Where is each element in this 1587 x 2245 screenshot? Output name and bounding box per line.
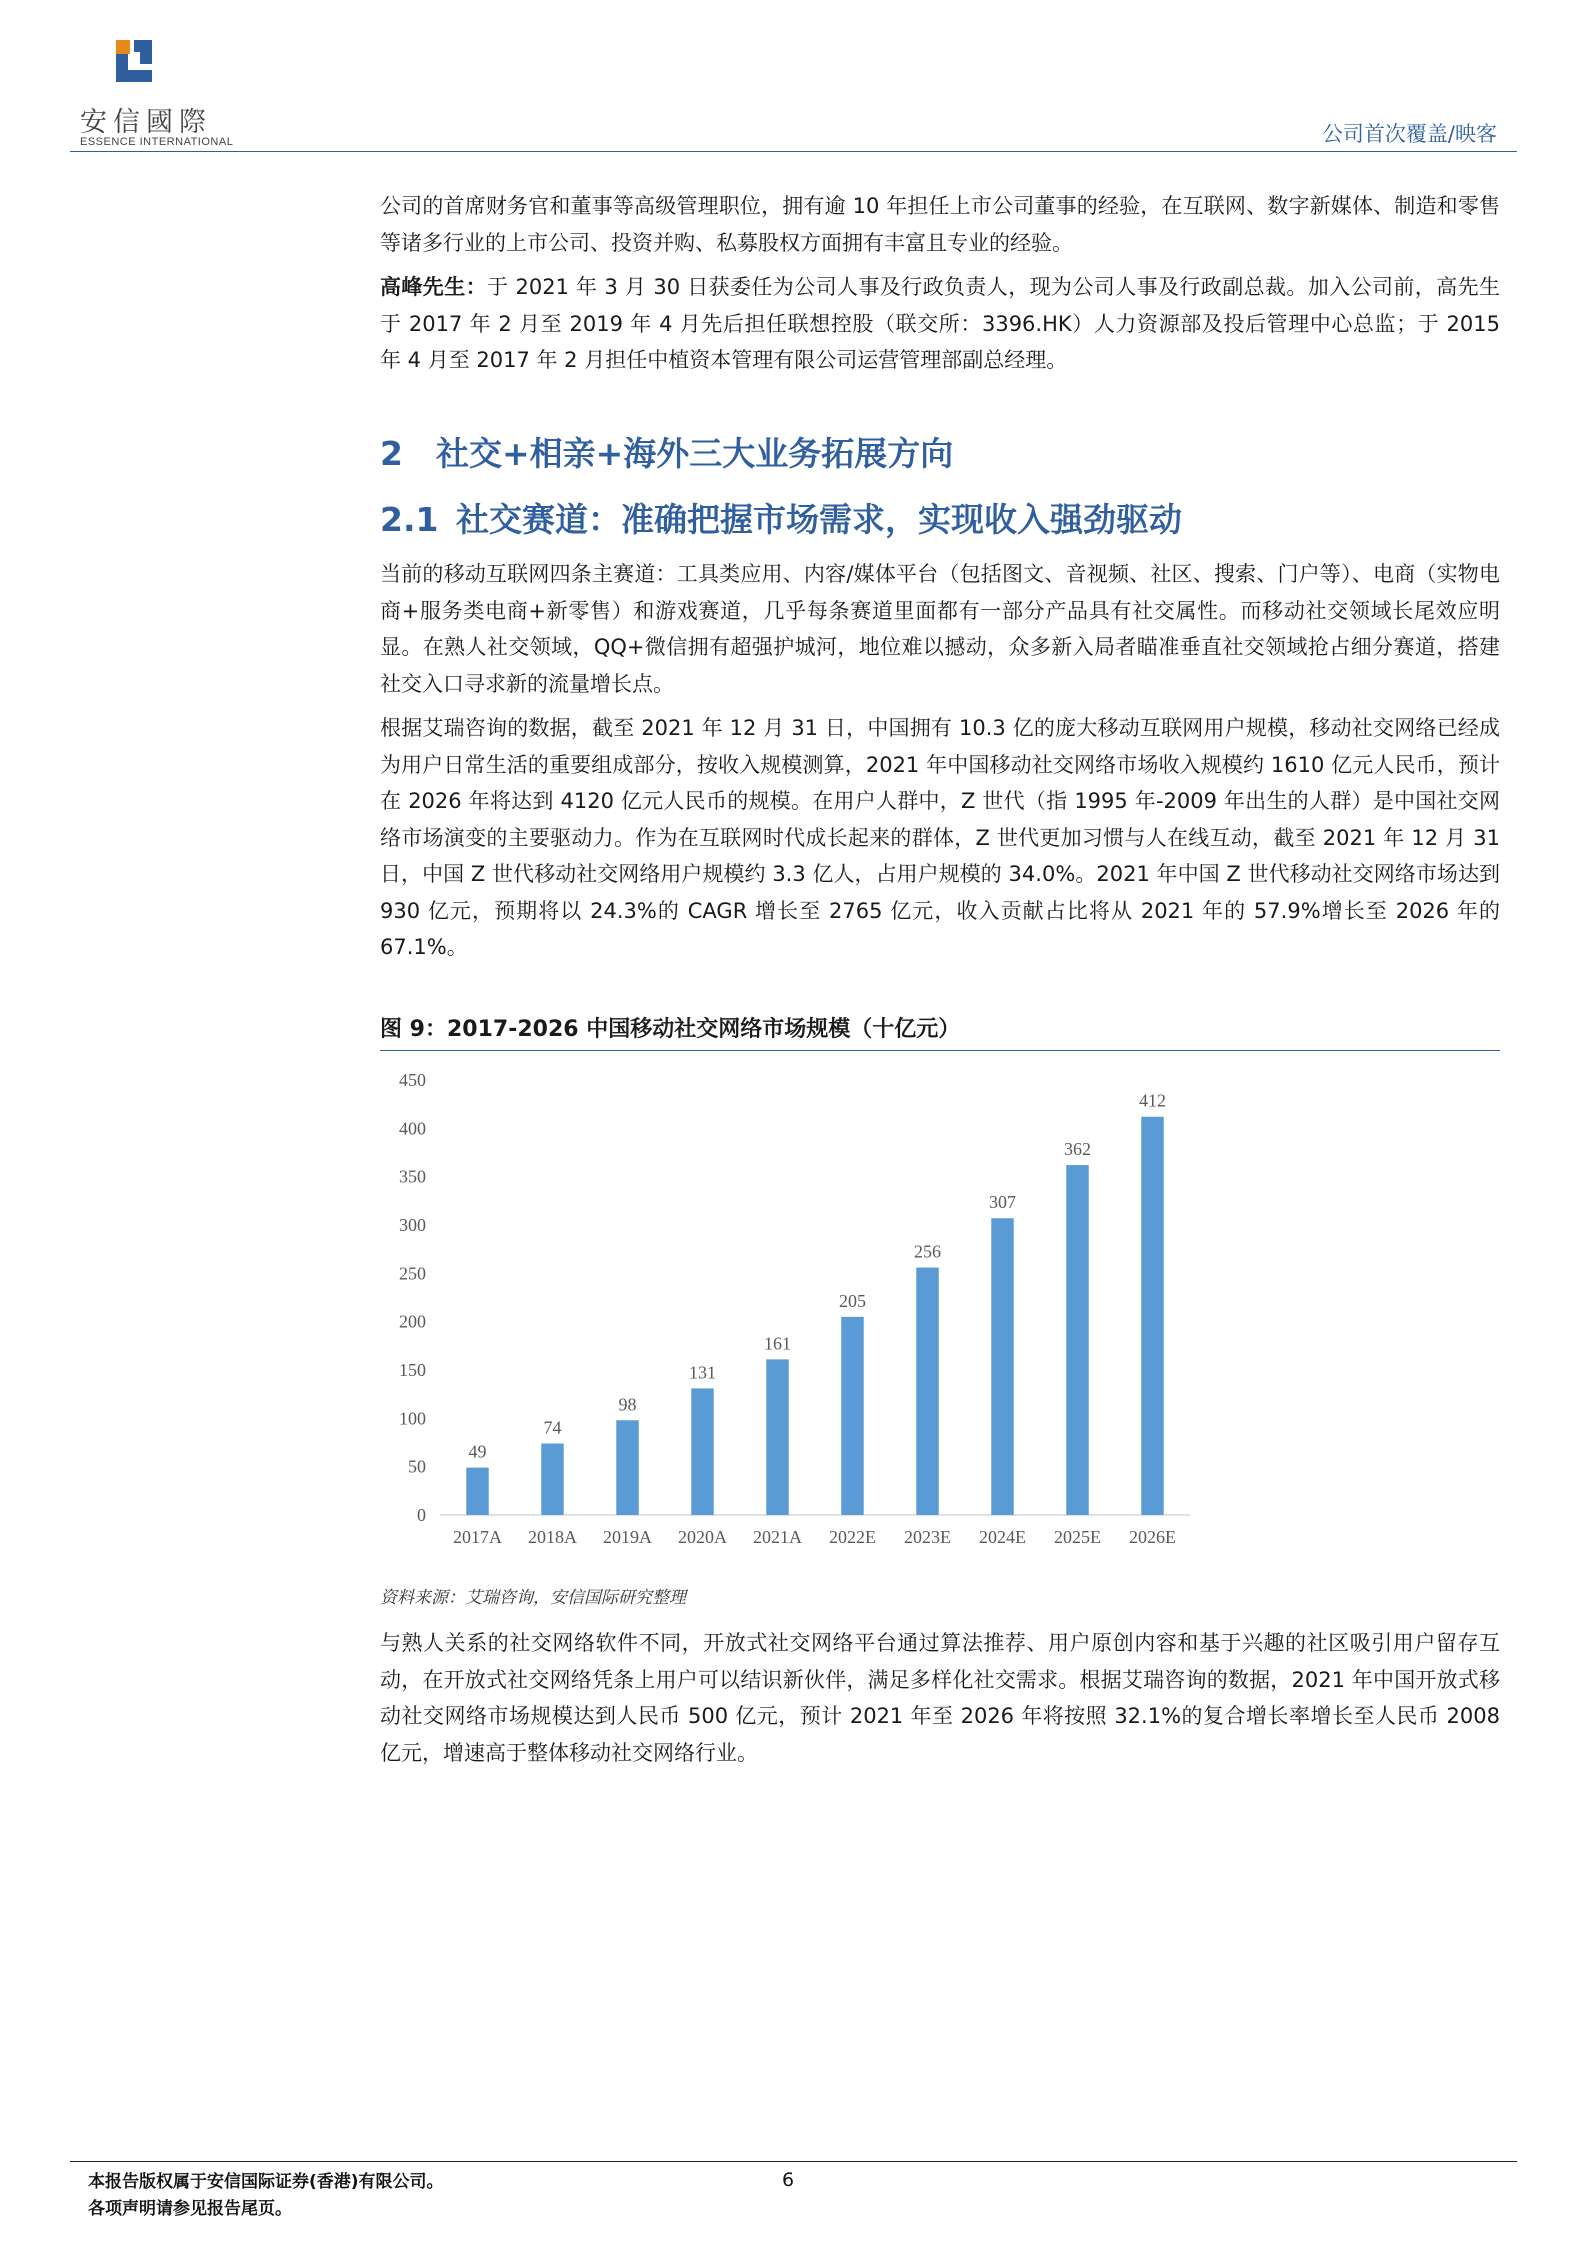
x-tick-label: 2019A (603, 1527, 652, 1547)
x-tick-label: 2025E (1054, 1527, 1101, 1547)
bar-chart (380, 1060, 1200, 1560)
bar (991, 1218, 1014, 1515)
x-tick-label: 2021A (753, 1527, 802, 1547)
bar (1066, 1165, 1089, 1515)
paragraph-4: 根据艾瑞咨询的数据，截至 2021 年 12 月 31 日，中国拥有 10.3 亿的庞大移动互联网用户规模，移动社交网络已经成为用户日常生活的重要组成部分，按收入规模测算，2021 年中国移动社交网络市场收入规模约 1610 亿元人民币，预计在 2026 年将达到 4120 亿元人民币的规模。在用户人群中，Z 世代（指 1995 年-2009 年出生的人群）是中国社交网络市场演变的主要驱动力。作为在互联网时代成长起来的群体，Z 世代更加习惯与人在线互动，截至 2021 年 12 月 31 日，中国 Z 世代移动社交网络用户规模约 3.3 亿人，占用户规模的 34.0%。2021 年中国 Z 世代移动社交网络市场达到 930 亿元，预期将以 24.3%的 CAGR 增长至 2765 亿元，收入贡献占比将从 2021 年的 57.9%增长至 2026 年的 67.1%。 (380, 716, 1500, 959)
x-tick-label: 2026E (1129, 1527, 1176, 1547)
y-tick-label: 100 (399, 1408, 426, 1429)
bar (916, 1268, 939, 1515)
market-block (380, 556, 1500, 966)
y-tick-label: 150 (399, 1360, 426, 1380)
y-tick-label: 250 (399, 1263, 426, 1284)
header-divider (70, 151, 1517, 152)
y-tick-label: 350 (399, 1166, 426, 1187)
y-tick-label: 50 (408, 1456, 426, 1477)
bar (691, 1388, 714, 1515)
figure-title: 图 9：2017-2026 中国移动社交网络市场规模（十亿元） (380, 1017, 961, 1042)
data-label: 74 (543, 1417, 562, 1438)
section-heading (380, 428, 953, 475)
y-tick-label: 300 (399, 1215, 426, 1235)
data-label: 131 (689, 1362, 716, 1383)
open-social-block (380, 1625, 1500, 1771)
data-label: 49 (468, 1441, 487, 1462)
bar (466, 1468, 489, 1515)
footer-notice: 各项声明请参见报告尾页。 (88, 2199, 292, 2219)
y-tick-label: 0 (417, 1505, 426, 1525)
bar (766, 1359, 789, 1515)
x-tick-label: 2018A (528, 1527, 577, 1547)
footer-divider (70, 2161, 1517, 2162)
bar (841, 1317, 864, 1515)
paragraph-2-text: 于 2021 年 3 月 30 日获委任为公司人事及行政负责人，现为公司人事及行政副总裁。加入公司前，高先生于 2017 年 2 月至 2019 年 4 月先后担任联想控股（联交所：3396.HK）人力资源部及投后管理中心总监；于 2015 年 4 月至 2017 年 2 月担任中植资本管理有限公司运营管理部副总经理。 (380, 275, 1501, 372)
data-label: 256 (914, 1241, 941, 1262)
section-title: 社交+相亲+海外三大业务拓展方向 (436, 434, 954, 473)
data-label: 307 (989, 1192, 1016, 1213)
subsection-heading (380, 494, 1182, 541)
data-label: 412 (1139, 1090, 1166, 1111)
bar (1141, 1117, 1164, 1515)
figure-divider (380, 1050, 1500, 1051)
y-tick-label: 400 (399, 1118, 426, 1139)
x-tick-label: 2022E (829, 1527, 876, 1547)
section-number: 2 (380, 434, 403, 473)
footer-disclaimer (88, 2169, 444, 2223)
footer-copyright: 本报告版权属于安信国际证券(香港)有限公司。 (88, 2172, 444, 2192)
y-tick-label: 450 (399, 1070, 426, 1090)
person-name: 高峰先生： (380, 275, 488, 299)
bar (541, 1443, 564, 1515)
intro-block (380, 188, 1500, 379)
report-tag: 公司首次覆盖/映客 (1321, 122, 1497, 146)
logo-chinese-name: 安信國際 (80, 107, 212, 138)
x-tick-label: 2023E (904, 1527, 951, 1547)
x-tick-label: 2017A (453, 1527, 502, 1547)
data-label: 205 (839, 1290, 866, 1311)
data-label: 161 (764, 1333, 791, 1354)
figure-source: 资料来源：艾瑞咨询，安信国际研究整理 (380, 1588, 686, 1608)
subsection-number: 2.1 (380, 500, 439, 539)
y-tick-label: 200 (399, 1311, 426, 1332)
data-label: 362 (1064, 1139, 1091, 1160)
subsection-title: 社交赛道：准确把握市场需求，实现收入强劲驱动 (456, 500, 1182, 539)
data-label: 98 (618, 1394, 637, 1415)
paragraph-3: 当前的移动互联网四条主赛道：工具类应用、内容/媒体平台（包括图文、音视频、社区、搜索、门户等）、电商（实物电商+服务类电商+新零售）和游戏赛道，几乎每条赛道里面都有一部分产品具有社交属性。而移动社交领域长尾效应明显。在熟人社交领域，QQ+微信拥有超强护城河，地位难以撼动，众多新入局者瞄准垂直社交领域抢占细分赛道，搭建社交入口寻求新的流量增长点。 (380, 562, 1500, 696)
x-tick-label: 2020A (678, 1527, 727, 1547)
page-number: 6 (782, 2169, 795, 2191)
x-tick-label: 2024E (979, 1527, 1026, 1547)
bar (616, 1420, 639, 1515)
logo-english-name: ESSENCE INTERNATIONAL (80, 136, 234, 148)
paragraph-5: 与熟人关系的社交网络软件不同，开放式社交网络平台通过算法推荐、用户原创内容和基于兴趣的社区吸引用户留存互动，在开放式社交网络凭条上用户可以结识新伙伴，满足多样化社交需求。根据艾瑞咨询的数据，2021 年中国开放式移动社交网络市场规模达到人民币 500 亿元，预计 2021 年至 2026 年将按照 32.1%的复合增长率增长至人民币 2008 亿元，增速高于整体移动社交网络行业。 (380, 1631, 1500, 1765)
paragraph-1: 公司的首席财务官和董事等高级管理职位，拥有逾 10 年担任上市公司董事的经验，在互联网、数字新媒体、制造和零售等诸多行业的上市公司、投资并购、私募股权方面拥有丰富且专业的经验。 (380, 194, 1500, 255)
paragraph-2 (380, 269, 1500, 379)
